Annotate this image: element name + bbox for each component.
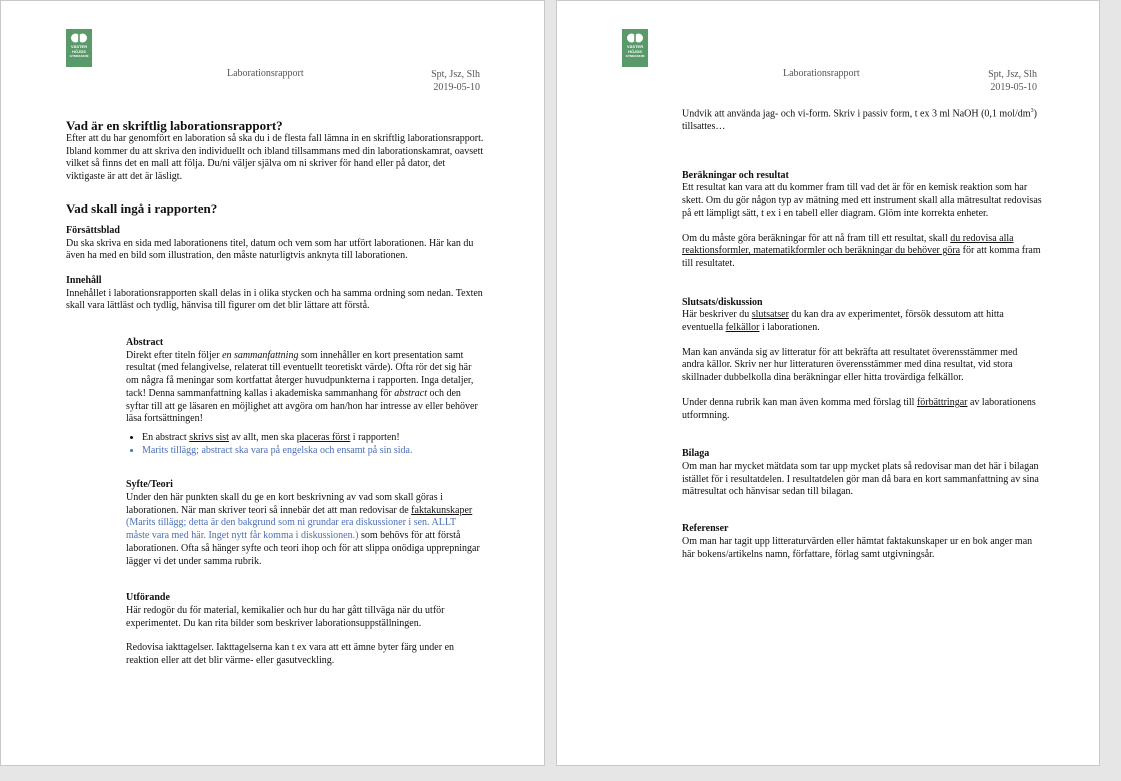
abstract-text: Direkt efter titeln följer en sammanfattning som innehåller en kort presentation samt resultat (med felangivelse, relaterat till eventuellt teoretiskt värde). Ofta rör det sig här om några få meningar som kortfattat återger huvudpunkterna i rapporten. Inga detaljer, tack! Denna sammanfattning kallas i akademiska sammanhang för abstract och den syftar till att ge läsaren en möjlighet att avgöra om han/hon har intresse av eller behöver läsa fortsättningen! (126, 349, 478, 425)
berakningar-text-2: Om du måste göra beräkningar för att nå fram till ett resultat, skall du redovisa alla reaktionsformler, matematikformler och beräkningar du behöver göra för att komma fram till resultatet. (682, 232, 1041, 269)
utforande-text-2: Redovisa iakttagelser. Iakttagelserna kan t ex vara att ett ämne byter färg under en reaktion eller att det blir värme- eller gasutveckling. (126, 642, 455, 667)
school-logo (622, 29, 648, 67)
passive-form-text: Undvik att använda jag- och vi-form. Skriv i passiv form, t ex 3 ml NaOH (0,1 mol/$dm^3$) tillsattes… (682, 108, 1037, 133)
intro-paragraph: Efter att du har genomfört en laboration så ska du i de flesta fall lämna in en skriftlig laborationsrapport. Ibland kommer du att skriva den individuellt och ibland tillsammans med din laborationskamrat, oavsett vilket så finns det en mall att följa. Du/ni väljer själva om ni skriver för hand eller på dator, det viktigaste är att det är läsligt. (66, 133, 484, 183)
logo-emblem-icon (626, 32, 644, 44)
utforande-text-1: Här redogör du för material, kemikalier och hur du har gått tillväga när du utför experimentet. Du kan rita bilder som beskriver laborationsuppställningen. (126, 604, 445, 629)
header-authors: Spt, Jsz, Slh (988, 69, 1037, 80)
header-authors-date (988, 68, 1037, 94)
slutsats-heading: Slutsats/diskussion (682, 296, 763, 308)
referenser-heading: Referenser (682, 523, 729, 535)
page2-body (682, 105, 1042, 561)
header-date: 2019-05-10 (433, 82, 480, 93)
syfte-heading: Syfte/Teori (126, 479, 173, 491)
logo-text: VÄSTER HÖJDS GYMNASIUM (69, 44, 89, 58)
abstract-bullets (126, 432, 481, 457)
slutsats-text-1: Här beskriver du slutsatser du kan dra av experimentet, försök dessutom att hitta eventuella felkällor i laborationen. (682, 309, 1004, 334)
utforande-heading: Utförande (126, 592, 170, 604)
logo-text: VÄSTER HÖJDS GYMNASIUM (625, 44, 645, 58)
berakningar-text-1: Ett resultat kan vara att du kommer fram till vad det är för en kemisk reaktion som har skett. Om du gör någon typ av mätning med ett instrument skall alla mätresultat redovisas på ett lämpligt sätt, t ex i en tabell eller diagram. Glöm inte korrekta enheter. (682, 182, 1042, 219)
slutsats-text-3: Under denna rubrik kan man även komma med förslag till förbättringar av laborationens utformning. (682, 396, 1036, 421)
header-title: Laborationsrapport (227, 68, 304, 79)
heading-what-is-report: Vad är en skriftlig laborationsrapport? (66, 118, 283, 133)
bilaga-heading: Bilaga (682, 448, 710, 460)
list-item: • En abstract skrivs sist av allt, men ska placeras först i rapporten! (142, 432, 481, 445)
forsattsblad-heading: Försättsblad (66, 224, 120, 236)
heading-what-to-include: Vad skall ingå i rapporten? (66, 200, 218, 216)
page1-subsections (126, 337, 481, 668)
innehall-text: Innehållet i laborationsrapporten skall delas in i olika stycken och ha samma ordning som nedan. Texten skall vara lättläst och tydlig, hänvisa till figurer om det blir lättare att förstå. (66, 287, 483, 312)
forsattsblad-text: Du ska skriva en sida med laborationens titel, datum och vem som har utfört laborationen. Här kan du även ha med en bild som illustration, den måste naturligtvis anknyta till laborationen. (66, 237, 474, 262)
logo-emblem-icon (70, 32, 88, 44)
header-title: Laborationsrapport (783, 68, 860, 79)
berakningar-heading: Beräkningar och resultat (682, 169, 789, 181)
document-page-2 (556, 0, 1100, 766)
list-item: • Marits tillägg; abstract ska vara på engelska och ensamt på sin sida. (142, 445, 481, 458)
header-authors: Spt, Jsz, Slh (431, 69, 480, 80)
bilaga-text: Om man har mycket mätdata som tar upp mycket plats så redovisar man det här i bilagan istället för i resultatdelen. I resultatdelen gör man då bara en kort sammanfattning av sina mätresultat och hänvisar sedan till bilagan. (682, 460, 1039, 498)
school-logo (66, 29, 92, 67)
document-page-1 (0, 0, 545, 766)
abstract-heading: Abstract (126, 337, 164, 348)
header-authors-date (431, 68, 480, 94)
page1-body (66, 118, 486, 313)
header-date: 2019-05-10 (990, 82, 1037, 93)
innehall-heading: Innehåll (66, 274, 102, 286)
slutsats-text-2: Man kan använda sig av litteratur för att bekräfta att resultatet överensstämmer med andra källor. Skriv ner hur litteraturen överensstämmer med dina resultat, vid stora skillnader dubbelkolla dina beräkningar eller hitta trovärdiga felkällor. (682, 346, 1018, 384)
referenser-text[interactable]: Om man har tagit upp litteraturvärden eller hämtat faktakunskaper ur en bok anger man här bokens/artikelns namn, författare, förlag samt utgivningsår. (682, 535, 1033, 560)
syfte-text: Under den här punkten skall du ge en kort beskrivning av vad som skall göras i laborationen. När man skriver teori så innebär det att man redovisar de faktakunskaper (Marits tillägg; detta är den bakgrund som ni grundar era diskussioner i sen. ALLT måste vara med här. Inget nytt får komma i diskussionen.) som behövs för att förstå laborationen. Ofta så hänger syfte och teori ihop och för att slippa onödiga upprepningar lägger vi det under samma rubrik. (126, 492, 480, 567)
